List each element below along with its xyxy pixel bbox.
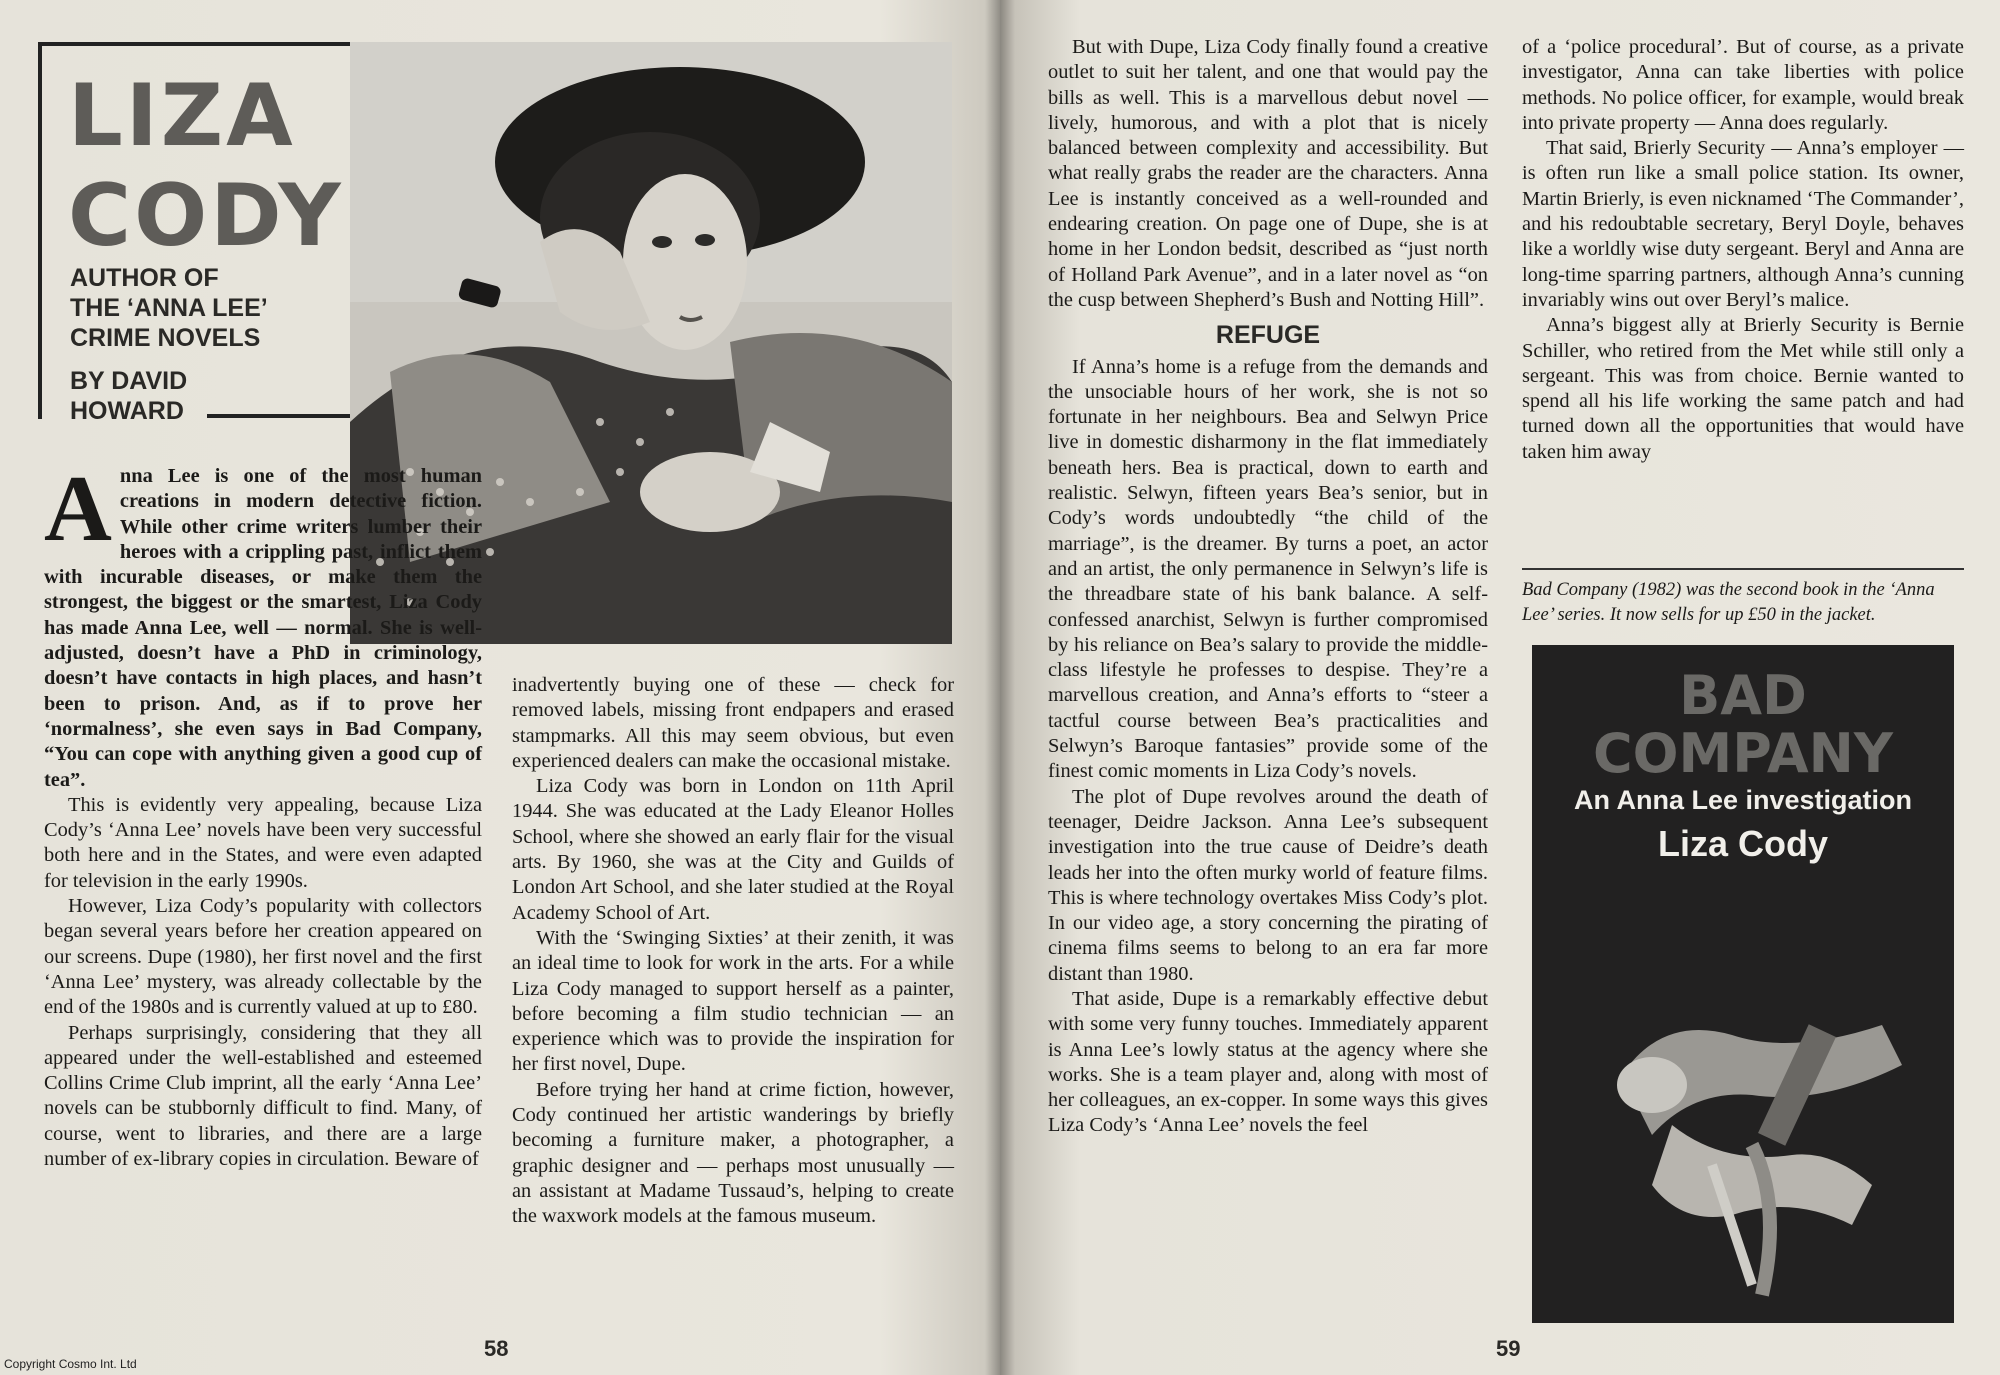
spine-gutter — [985, 0, 1015, 1375]
byline-line-2: HOWARD — [70, 397, 184, 425]
book-cover-bad-company — [1532, 645, 1954, 1323]
paragraph: However, Liza Cody’s popularity with collectors began several years before her creation appeared on our screens. Dupe (1980), her first novel and the first ‘Anna Lee’ mystery, was already collectable by the end of the 1980s and is currently valued at up to £80. — [44, 895, 482, 1019]
paragraph: Anna’s biggest ally at Brierly Security is Bernie Schiller, who retired from the Met while still only a sergeant. This was from choice. Bernie wanted to spend all his life working the same patch and had turned down all the opportunities that would have taken him away — [1522, 314, 1964, 463]
title-line-1: LIZA — [68, 66, 296, 166]
book-cover-subtitle: An Anna Lee investigation — [1573, 785, 1913, 815]
article-column-2 — [512, 673, 954, 1230]
paragraph: If Anna’s home is a refuge from the demands and the unsociable hours of her work, she is not so fortunate in her neighbours. Bea and Selwyn Price live in domestic disharmony in the flat immediately beneath hers. Bea is practical, down to earth and realistic. Selwyn, fifteen years Bea’s senior, but in Cody’s words undoubtedly “the child of the marriage”, is the dreamer. By turns a poet, an actor and an artist, the only permanence in Selwyn’s life is the threadbare state of his bank balance. A self-confessed anarchist, Selwyn is further compromised by his reliance on Bea’s salary to provide the middle-class lifestyle he professes to despise. They’re a marvellous creation, and Anna’s efforts to “steer a tactful course between Bea’s practicalities and Selwyn’s Baroque fantasies” provide some of the finest comic moments in Liza Cody’s novels. — [1048, 355, 1488, 783]
article-title — [68, 66, 344, 266]
copyright-notice: Copyright Cosmo Int. Ltd — [4, 1357, 137, 1371]
subtitle-line-3: CRIME NOVELS — [70, 324, 261, 352]
paragraph: That aside, Dupe is a remarkably effective debut with some very funny touches. Immediately apparent is Anna Lee’s lowly status at the agency where she works. She is a team player and, along with most of her colleagues, an ex-copper. In some ways this gives Liza Cody’s ‘Anna Lee’ novels the feel — [1048, 987, 1488, 1137]
article-column-1 — [44, 457, 482, 1172]
byline-rule — [207, 414, 357, 418]
paragraph: Perhaps surprisingly, considering that they all appeared under the well-established and esteemed Collins Crime Club imprint, all the early ‘Anna Lee’ novels can be stubbornly difficult to find. Many, of course, went to libraries, and there are a large number of ex-library copies in circulation. Beware of — [44, 1021, 482, 1171]
paragraph: The plot of Dupe revolves around the death of teenager, Deidre Jackson. Anna Lee’s subsequent investigation into the true cause of Deidre’s death leads her into the often murky world of feature films. This is where technology overtakes Miss Cody’s plot. In our video age, a story concerning the pirating of cinema films seems to belong to an era far more distant than 1980. — [1048, 785, 1488, 985]
book-cover-illustration — [1532, 645, 1954, 1323]
page-number-right: 59 — [1496, 1336, 1521, 1361]
paragraph: With the ‘Swinging Sixties’ at their zenith, it was an ideal time to look for work in the arts. For a while Liza Cody managed to support herself as a painter, before becoming a film studio technician — an experience which was to provide the inspiration for her first novel, Dupe. — [512, 926, 954, 1076]
paragraph: This is evidently very appealing, because Liza Cody’s ‘Anna Lee’ novels have been very successful both here and in the States, and were even adapted for television in the early 1990s. — [44, 793, 482, 892]
caption-rule — [1522, 568, 1964, 570]
paragraph: Before trying her hand at crime fiction, however, Cody continued her artistic wanderings by briefly becoming a furniture maker, a photographer, a graphic designer and — perhaps most unusually — an assistant at Madame Tussaud’s, helping to create the waxwork models at the famous museum. — [512, 1078, 954, 1228]
book-cover-caption: Bad Company (1982) was the second book in the ‘Anna Lee’ series. It now sells for up £50 in the jacket. — [1522, 580, 1935, 625]
page-59 — [1000, 0, 2000, 1375]
byline-line-1: BY DAVID — [70, 367, 188, 395]
subtitle-line-2: THE ‘ANNA LEE’ — [70, 294, 268, 322]
article-column-3 — [1048, 35, 1488, 1139]
article-subtitle — [70, 263, 340, 353]
title-line-2: CODY — [68, 166, 344, 266]
subtitle-line-1: AUTHOR OF — [70, 264, 219, 292]
title-box — [38, 42, 354, 425]
page-number-left: 58 — [484, 1336, 509, 1361]
paragraph: But with Dupe, Liza Cody finally found a creative outlet to suit her talent, and one that would pay the bills as well. This is a marvellous debut novel — lively, humorous, and with a plot that is nicely balanced between complexity and accessibility. But what really grabs the reader are the characters. Anna Lee is instantly conceived as a well-rounded and endearing creation. On page one of Dupe, she is at home in her London bedsit, described as “just north of Holland Park Avenue”, and in a later novel as “on the cusp between Shepherd’s Bush and Notting Hill”. — [1048, 36, 1488, 311]
paragraph-continued: of a ‘police procedural’. But of course, as a private investigator, Anna can take liberties with police methods. No police officer, for example, would break into private property — Anna does regularly. — [1522, 36, 1964, 134]
article-column-4 — [1522, 35, 1964, 465]
paragraph-continued: inadvertently buying one of these — check for removed labels, missing front endpapers and erased stampmarks. All this may seem obvious, but even experienced dealers can make the occasional mistake. — [512, 674, 954, 772]
book-title-line-2: COMPANY — [1593, 722, 1893, 785]
paragraph: Liza Cody was born in London on 11th April 1944. She was educated at the Lady Eleanor Holles School, where she showed an early flair for the visual arts. By 1960, she was at the City and Guilds of London Art School, and she later studied at the Royal Academy School of Art. — [512, 775, 954, 924]
book-title-line-1: BAD — [1679, 664, 1807, 727]
lead-text: nna Lee is one of the most human creations in modern detective fiction. While other crime writers lumber their heroes with a crippling past, inflict them with incurable diseases, or make them the strongest, the biggest or the smartest, Liza Cody has made Anna Lee, well — normal. She is well- adjusted, doesn’t have a PhD in criminology, doesn’t have contacts in high places, and hasn’t been to prison. And, as if to prove her ‘normalness’, she even says in Bad Company, “You can cope with anything given a good cup of tea”. — [44, 465, 482, 791]
book-cover-author: Liza Cody — [1657, 823, 1828, 864]
drop-cap: A — [44, 457, 112, 561]
paragraph: That said, Brierly Security — Anna’s employer — is often run like a small police station. Its owner, Martin Brierly, is even nicknamed ‘The Commander’, and his redoubtable secretary, Beryl Doyle, behaves like a worldly wise duty sergeant. Beryl and Anna are long-time sparring partners, although Anna’s cunning invariably wins out over Beryl’s malice. — [1522, 137, 1964, 311]
lead-paragraph — [44, 457, 482, 793]
subheading-refuge: REFUGE — [1215, 321, 1321, 350]
